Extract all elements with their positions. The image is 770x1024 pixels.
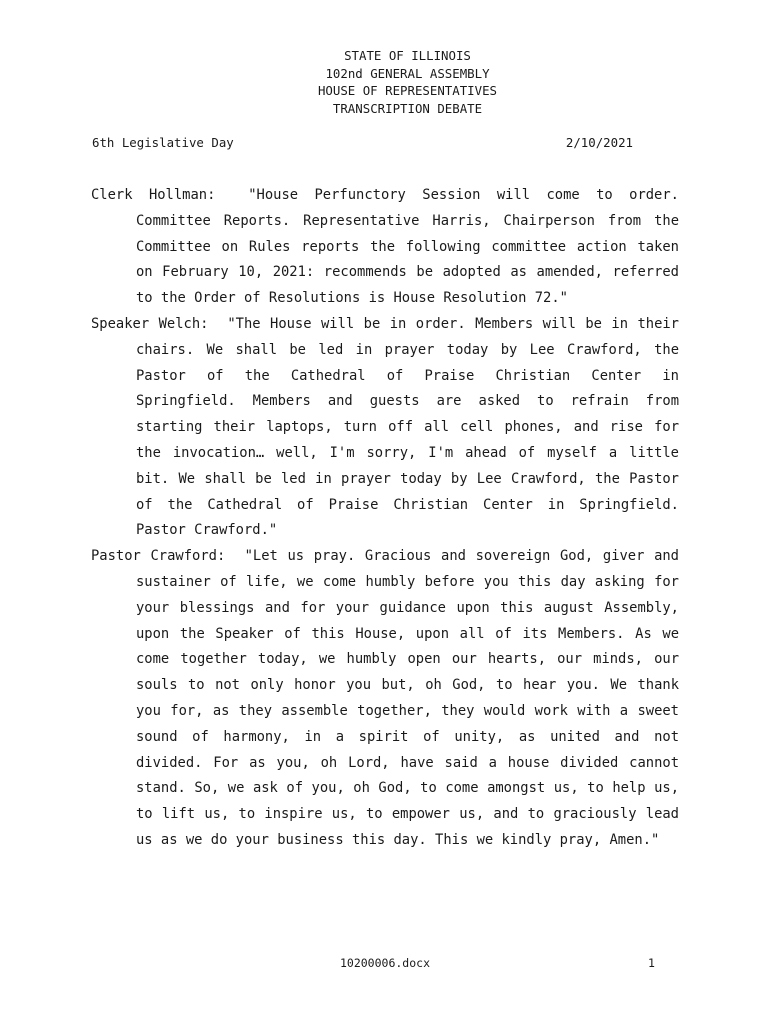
- header-state: STATE OF ILLINOIS: [344, 48, 471, 63]
- legislative-date: 2/10/2021: [565, 135, 633, 150]
- footer-docname: 10200006.docx: [339, 956, 430, 970]
- transcript-body: [91, 183, 679, 854]
- legislative-day-label: 6th Legislative Day: [92, 135, 234, 150]
- speaker-text: "House Perfunctory Session will come to order. Committee Reports. Representative Harris, Chairperson from the Committee on Rules reports the following committee action taken on February 10, 2021: recommends be adopted as amended, referred to the Order of Resolutions is House Resolution 72.": [136, 187, 679, 307]
- transcript-entry-speaker: [91, 312, 679, 544]
- document-header: [0, 47, 770, 117]
- speaker-name: Clerk Hollman:: [91, 187, 216, 203]
- speaker-name: Speaker Welch:: [91, 315, 209, 332]
- header-chamber: HOUSE OF REPRESENTATIVES: [317, 83, 498, 99]
- header-assembly: 102nd GENERAL ASSEMBLY: [325, 65, 490, 81]
- speaker-text: "The House will be in order. Members will be in their chairs. We shall be led in prayer today by Lee Crawford, the Pastor of the Cathedral of Praise Christian Center in Springfield. Members and guests are asked to refrain from starting their laptops, turn off all cell phones, and rise for the invocation… well, I'm sorry, I'm ahead of myself a little bit. We shall be led in prayer today by Lee Crawford, the Pastor of the Cathedral of Praise Christian Center in Springfield. Pastor Crawford.": [136, 315, 679, 539]
- speaker-name: Pastor Crawford:: [91, 548, 226, 565]
- header-doc-type: TRANSCRIPTION DEBATE: [332, 100, 483, 116]
- transcript-entry-clerk: [91, 183, 679, 312]
- legislative-day-line: [92, 134, 633, 151]
- transcript-entry-pastor: [91, 544, 679, 854]
- page-number: 1: [648, 956, 655, 970]
- speaker-text: "Let us pray. Gracious and sovereign God, giver and sustainer of life, we come humbly before you this day asking for your blessings and for your guidance upon this august Assembly, upon the Speaker of this House, upon all of its Members. As we come together today, we humbly open our hearts, our minds, our souls to not only honor you but, oh God, to hear you. We thank you for, as they assemble together, they would work with a sweet sound of harmony, in a spirit of unity, as united and not divided. For as you, oh Lord, have said a house divided cannot stand. So, we ask of you, oh God, to come amongst us, to help us, to lift us, to inspire us, to empower us, and to graciously lead us as we do your business this day. This we kindly pray, Amen.": [136, 548, 679, 848]
